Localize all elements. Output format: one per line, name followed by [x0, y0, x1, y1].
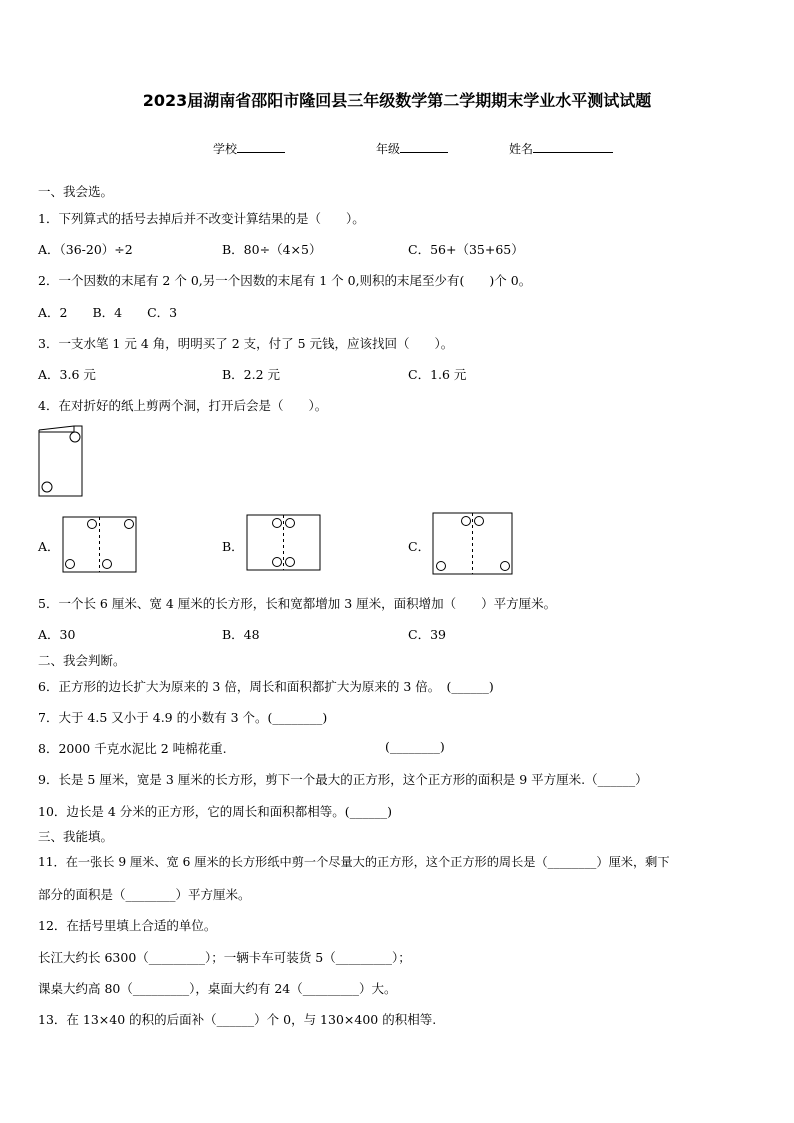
question-7[interactable]: 7．大于 4.5 又小于 4.9 的小数有 3 个。(________): [38, 710, 328, 725]
grade-label: 年级: [376, 142, 401, 156]
school-label: 学校: [213, 142, 238, 156]
q8-answer-blank[interactable]: (________): [385, 739, 445, 754]
q4-option-b-figure[interactable]: [246, 514, 322, 572]
section-1-heading: 一、我会选。: [38, 184, 114, 199]
q5-option-b[interactable]: B．48: [222, 627, 260, 642]
q5-option-c[interactable]: C．39: [408, 627, 446, 642]
q1-option-c[interactable]: C．56+（35+65）: [408, 242, 524, 257]
name-label: 姓名: [509, 142, 534, 156]
q4-option-a-figure[interactable]: [62, 516, 138, 574]
question-6[interactable]: 6．正方形的边长扩大为原来的 3 倍，周长和面积都扩大为原来的 3 倍。 (______): [38, 679, 494, 694]
q3-option-c[interactable]: C．1.6 元: [408, 367, 467, 382]
question-13[interactable]: 13．在 13×40 的积的后面补（______）个 0，与 130×400 的积相等.: [38, 1012, 437, 1027]
q2-options[interactable]: A．2 B．4 C．3: [38, 305, 178, 320]
name-blank[interactable]: [533, 140, 613, 153]
q4-option-c-figure[interactable]: [432, 512, 514, 576]
question-12-line-2[interactable]: 课桌大约高 80（_________），桌面大约有 24（_________）大。: [38, 981, 397, 996]
school-blank[interactable]: [237, 140, 285, 153]
question-4: 4．在对折好的纸上剪两个洞，打开后会是（ ）。: [38, 398, 328, 413]
grade-blank[interactable]: [400, 140, 448, 153]
q5-option-a[interactable]: A．30: [38, 627, 76, 642]
question-12: 12．在括号里填上合适的单位。: [38, 918, 217, 933]
q1-option-a[interactable]: A．（36-20）÷2: [38, 242, 133, 257]
question-1: 1．下列算式的括号去掉后并不改变计算结果的是（ ）。: [38, 211, 365, 226]
q3-option-a[interactable]: A．3.6 元: [38, 367, 96, 382]
name-field: [509, 140, 613, 157]
question-2: 2．一个因数的末尾有 2 个 0,另一个因数的末尾有 1 个 0,则积的末尾至少有( )个 0。: [38, 273, 532, 288]
question-3: 3．一支水笔 1 元 4 角，明明买了 2 支，付了 5 元钱，应该找回（ ）。: [38, 336, 454, 351]
page-title: 2023届湖南省邵阳市隆回县三年级数学第二学期期末学业水平测试试题: [142, 91, 652, 110]
q4-option-c[interactable]: C．: [408, 539, 431, 554]
question-11-line-2[interactable]: 部分的面积是（________）平方厘米。: [38, 887, 251, 902]
q4-option-b[interactable]: B．: [222, 539, 244, 554]
q1-option-b[interactable]: B．80÷（4×5）: [222, 242, 322, 257]
grade-field: [376, 140, 448, 157]
question-5: 5．一个长 6 厘米、宽 4 厘米的长方形，长和宽都增加 3 厘米，面积增加（ ）平方厘米。: [38, 596, 557, 611]
question-11-line-1[interactable]: 11．在一张长 9 厘米、宽 6 厘米的长方形纸中剪一个尽量大的正方形，这个正方形的周长是（________）厘米，剩下: [38, 855, 670, 869]
question-10[interactable]: 10．边长是 4 分米的正方形，它的周长和面积都相等。(______): [38, 804, 393, 819]
q3-option-b[interactable]: B．2.2 元: [222, 367, 281, 382]
section-3-heading: 三、我能填。: [38, 829, 114, 844]
question-12-line-1[interactable]: 长江大约长 6300（_________）；一辆卡车可装货 5（_________）；: [38, 950, 411, 965]
folded-paper-figure: [36, 422, 86, 498]
section-2-heading: 二、我会判断。: [38, 653, 126, 668]
school-field: [213, 140, 285, 157]
question-8: 8．2000 千克水泥比 2 吨棉花重.: [38, 741, 227, 756]
q4-option-a[interactable]: A．: [38, 539, 60, 554]
question-9[interactable]: 9．长是 5 厘米，宽是 3 厘米的长方形，剪下一个最大的正方形，这个正方形的面积是 9 平方厘米.（______）: [38, 772, 648, 787]
